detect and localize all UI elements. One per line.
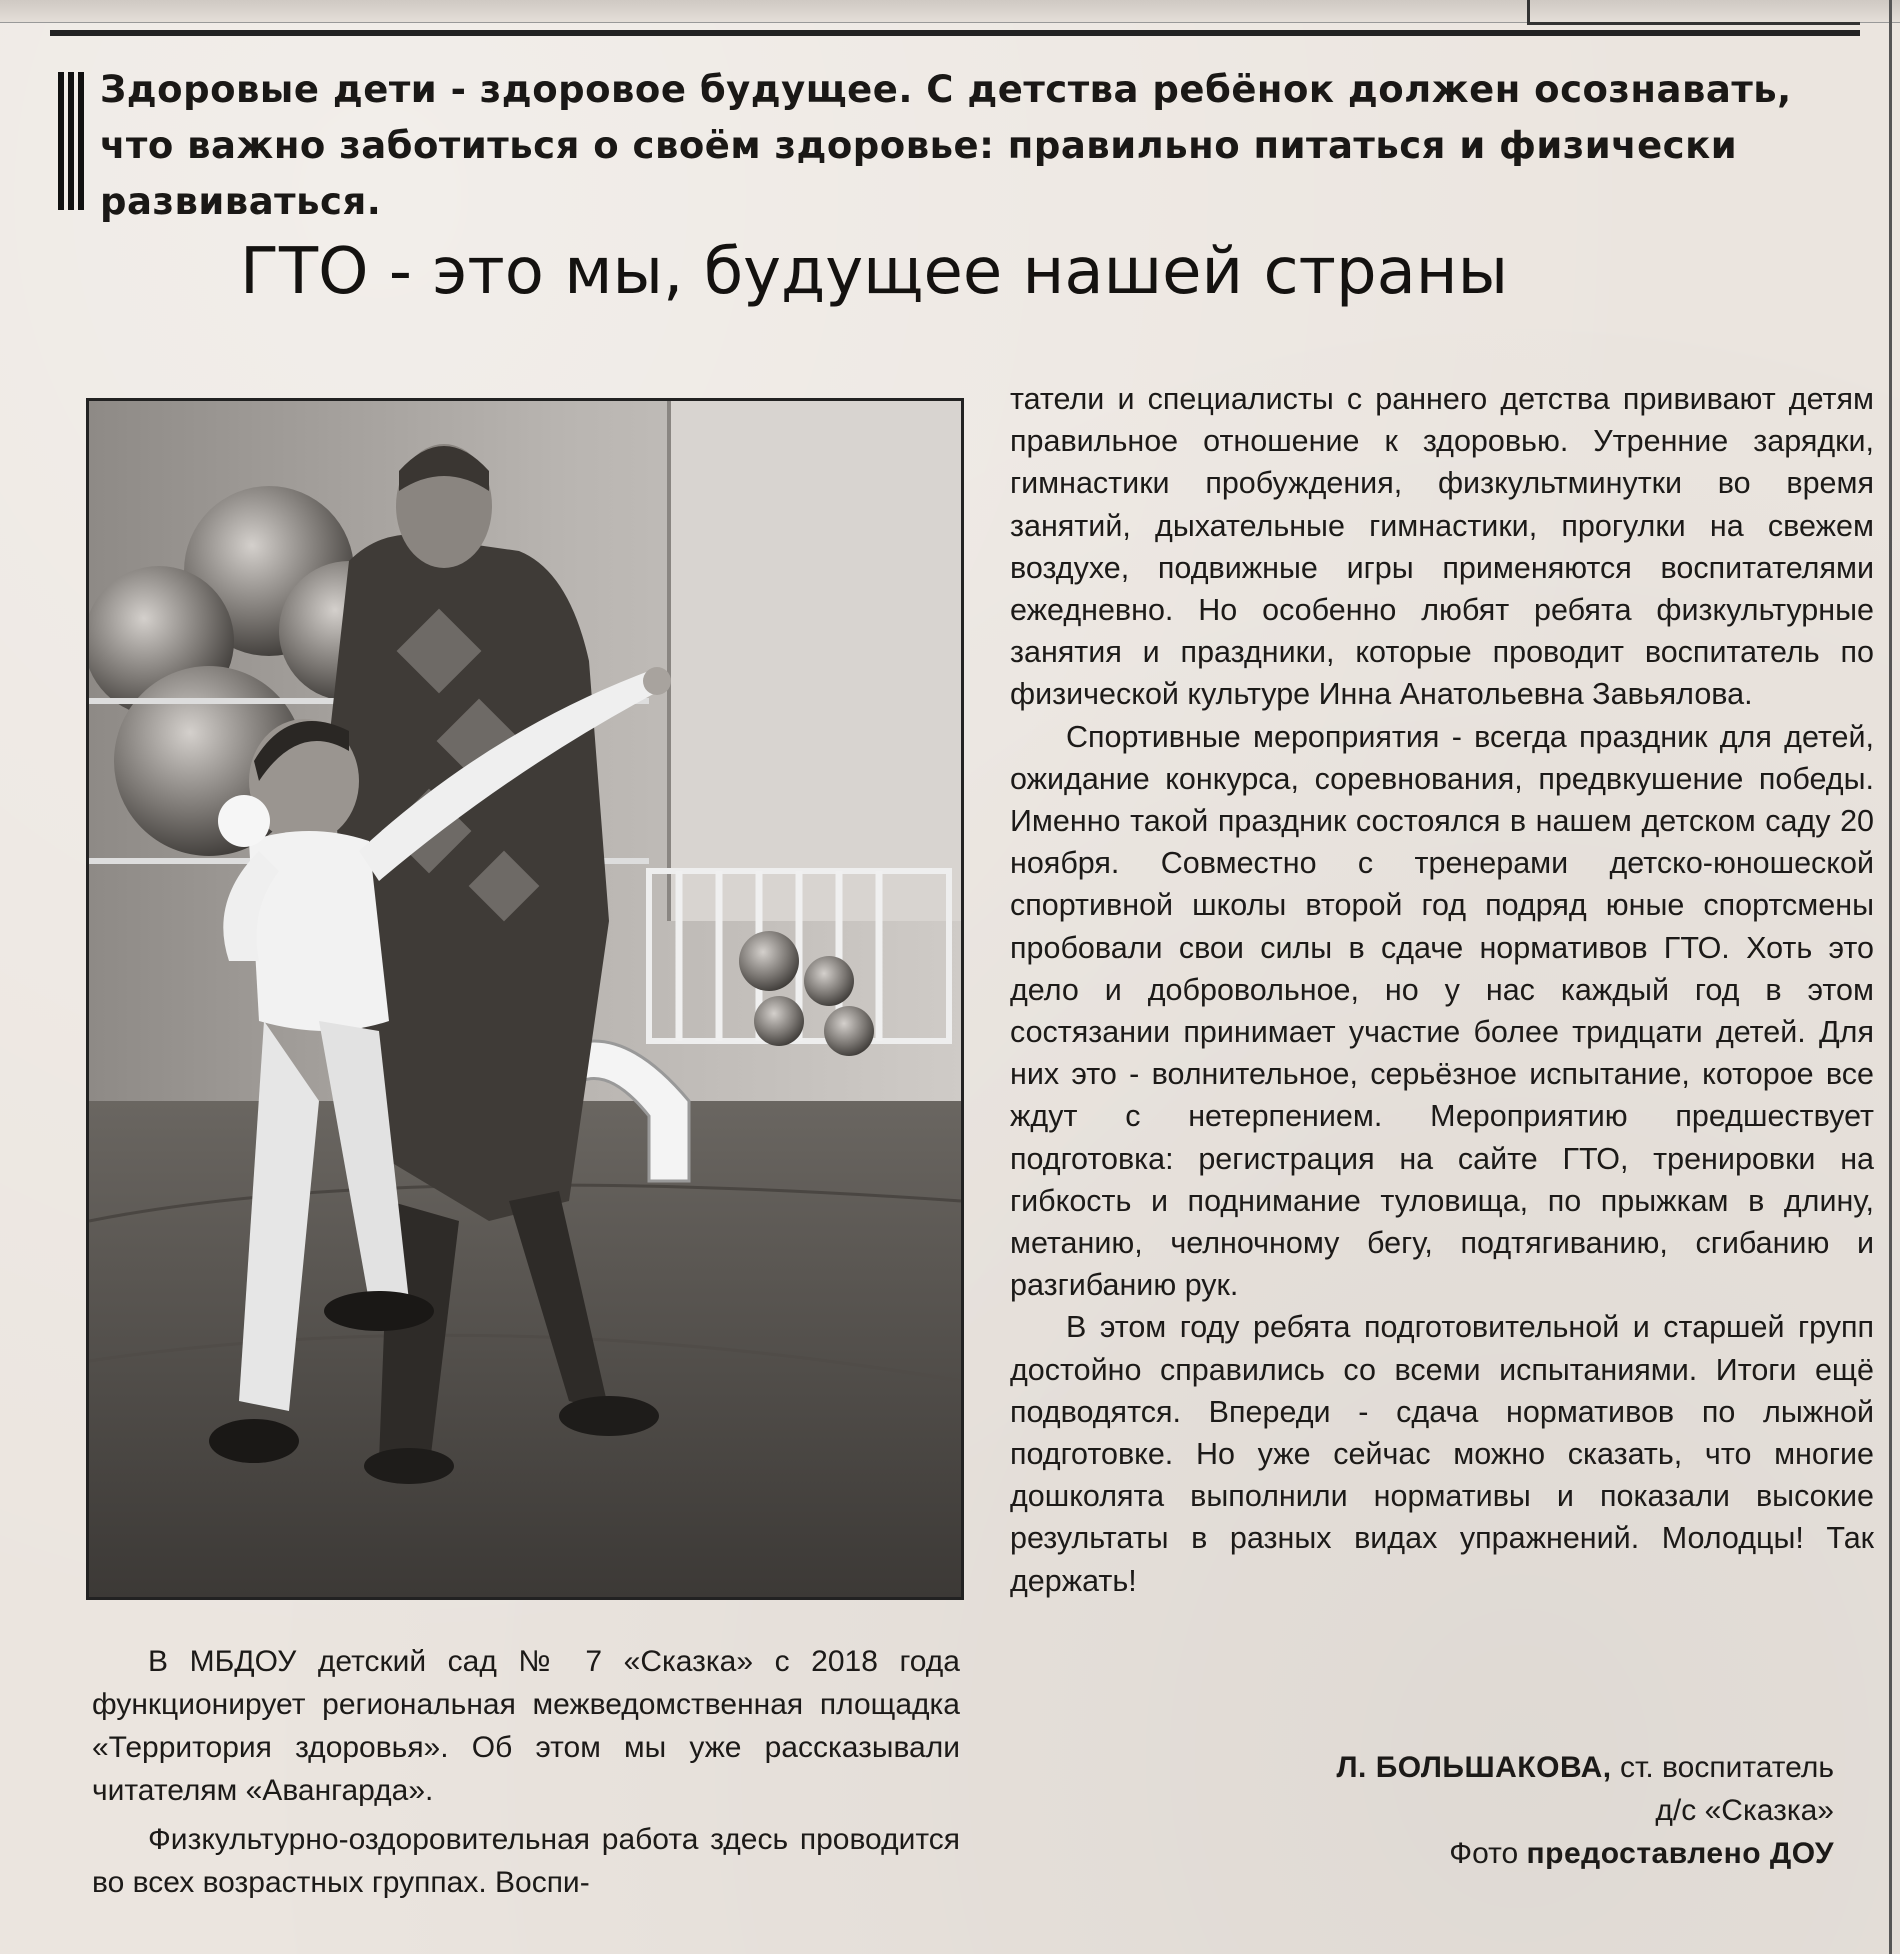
article-headline: ГТО - это мы, будущее нашей страны [240,235,1509,309]
lead-accent-bars [58,72,86,210]
left-paragraph-2: Физкультурно-оздоровительная работа здесь проводится во всех возрастных группах. Воспи- [92,1823,960,1899]
article-lead: Здоровые дети - здоровое будущее. С детства ребёнок должен осознавать, что важно заботиться о своём здоровье: правильно питаться и физически развиваться. [100,68,1792,223]
top-rule [50,30,1860,36]
right-paragraph-1: татели и специалисты с раннего детства прививают детям правильное отношение к здоровью. Утренние зарядки, гимнастики пробуждения, физкультминутки во время занятий, дыхательные гимнастики, прогулки на свежем воздухе, подвижные игры применяются воспитателями ежедневно. Но особенно любят ребята физкультурные занятия и праздники, которые проводит воспитатель по физической культуре Инна Анатольевна Завьялова. [1010,382,1874,712]
top-strip-box [1527,0,1860,25]
article-signature [1100,1746,1834,1875]
photo-credit-prefix: Фото [1449,1837,1527,1870]
left-column-text [92,1640,960,1904]
top-strip [0,0,1900,23]
signature-org: д/с «Сказка» [1655,1794,1834,1827]
author-name: Л. БОЛЬШАКОВА, [1336,1751,1612,1784]
article-photo [86,398,964,1600]
photo-credit-line [1100,1832,1834,1875]
right-paragraph-3: В этом году ребята подготовительной и старшей групп достойно справились со всеми испытаниями. Итоги ещё подводятся. Впереди - сдача нормативов по лыжной подготовке. Но уже сейчас можно сказать, что многие дошколята выполнили нормативы и показали высокие результаты в разных видах упражнений. Молодцы! Так держать! [1010,1310,1874,1598]
right-column-text [1010,378,1874,1602]
signature-line-1 [1100,1746,1834,1789]
right-paragraph-2: Спортивные мероприятия - всегда праздник для детей, ожидание конкурса, соревнования, предвкушение победы. Именно такой праздник состоялся в нашем детском саду 20 ноября. Совместно с тренерами детско-юношеской спортивной школы второй год подряд юные спортсмены пробовали свои силы в сдаче нормативов ГТО. Хоть это дело и добровольное, но у нас каждый год в этом состязании принимает участие более тридцати детей. Для них это - волнительное, серьёзное испытание, которое все ждут с нетерпением. Мероприятию предшествует подготовка: регистрация на сайте ГТО, тренировки на гибкость и поднимание туловища, по прыжкам в длину, метанию, челночному бегу, подтягиванию, сгибанию и разгибанию рук. [1010,719,1874,1303]
author-role: ст. воспитатель [1611,1751,1834,1784]
photo-of-child-throwing-icon [89,401,961,1597]
right-edge-rule [1889,0,1892,1954]
photo-credit: предоставлено ДОУ [1526,1837,1834,1870]
left-paragraph-1: В МБДОУ детский сад № 7 «Сказка» с 2018 года функционирует региональная межведомственная площадка «Территория здоровья». Об этом мы уже рассказывали читателям «Авангарда». [92,1645,960,1807]
